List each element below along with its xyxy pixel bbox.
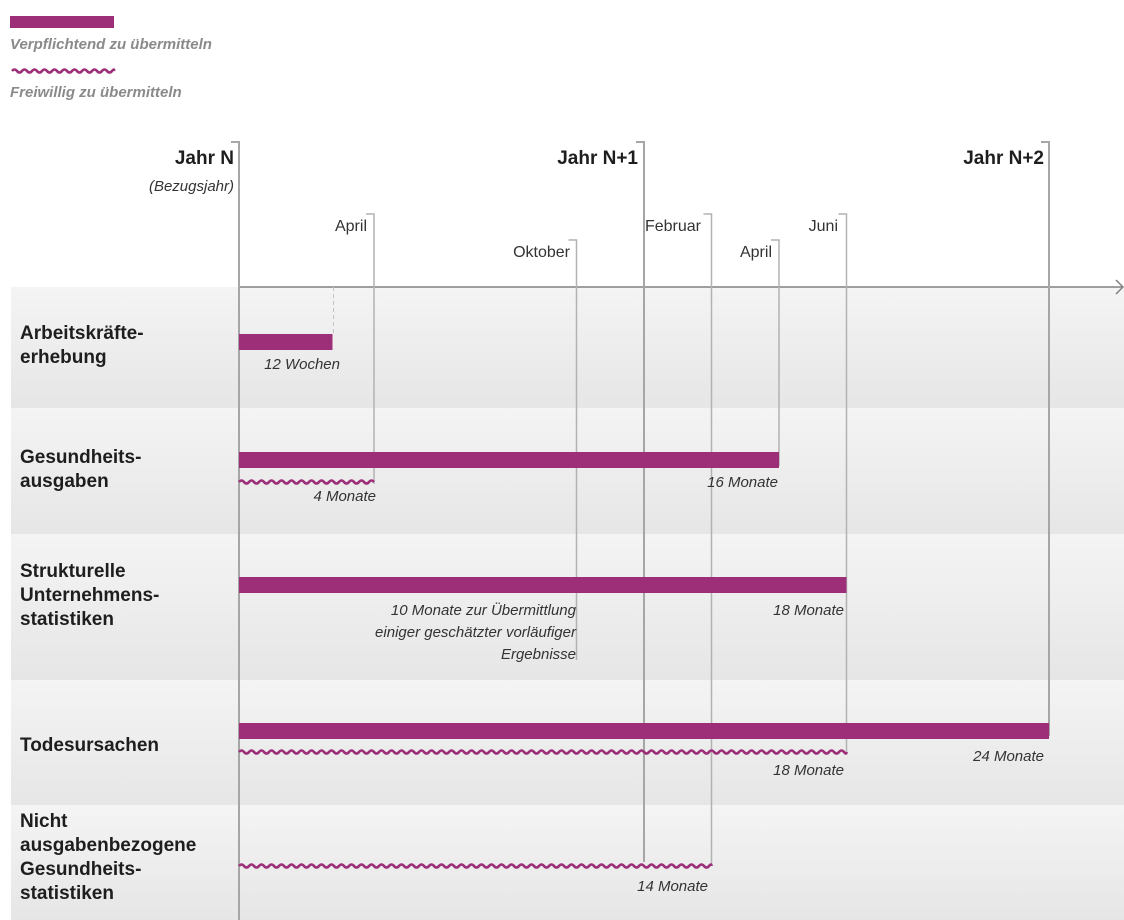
month-label-april-1: April <box>334 218 367 235</box>
duration-label-18-monate-deaths: 18 Monate <box>773 762 844 779</box>
mandatory-bar-row-3 <box>239 577 847 593</box>
duration-label-14-monate: 14 Monate <box>637 878 708 895</box>
legend-mandatory-swatch <box>10 16 114 28</box>
mandatory-bar-row-2 <box>239 452 779 468</box>
year-label-n1: Jahr N+1 <box>557 148 638 169</box>
duration-label-10-monate-note: 10 Monate zur Übermittlung einiger geschätzter vorläufiger Ergebnisse <box>375 602 576 663</box>
row-label-nicht-ausgabenbezogene-gesundheitsstatistiken: Nicht ausgabenbezogene Gesundheits- statistiken <box>20 811 197 904</box>
legend-voluntary-swatch <box>10 66 116 76</box>
row-label-todesursachen: Todesursachen <box>20 735 160 756</box>
row-band-4 <box>11 680 1124 805</box>
duration-label-18-monate-structural: 18 Monate <box>773 602 844 619</box>
row-label-arbeitskraefteerhebung: Arbeitskräfte- erhebung <box>20 323 144 368</box>
year-label-n: Jahr N <box>174 148 234 169</box>
year-label-n2: Jahr N+2 <box>963 148 1044 169</box>
mandatory-bar-row-4 <box>239 723 1049 739</box>
row-label-strukturelle-unternehmensstatistiken: Strukturelle Unternehmens- statistiken <box>20 561 160 630</box>
month-label-februar: Februar <box>644 218 701 235</box>
row-label-gesundheitsausgaben: Gesundheits- ausgaben <box>20 447 142 492</box>
duration-label-24-monate: 24 Monate <box>973 748 1044 765</box>
month-label-juni: Juni <box>808 218 838 235</box>
row-band-2 <box>11 408 1124 534</box>
mandatory-bar-row-1 <box>239 334 332 350</box>
duration-label-12-wochen: 12 Wochen <box>264 356 340 373</box>
row-band-1 <box>11 287 1124 408</box>
duration-label-16-monate: 16 Monate <box>707 474 778 491</box>
month-label-oktober: Oktober <box>513 244 570 261</box>
legend-mandatory-label: Verpflichtend zu übermitteln <box>10 36 212 53</box>
reference-year-note: (Bezugsjahr) <box>148 178 234 195</box>
legend-voluntary-label: Freiwillig zu übermitteln <box>10 84 182 101</box>
month-label-april-2: April <box>739 244 772 261</box>
duration-label-4-monate: 4 Monate <box>313 488 376 505</box>
